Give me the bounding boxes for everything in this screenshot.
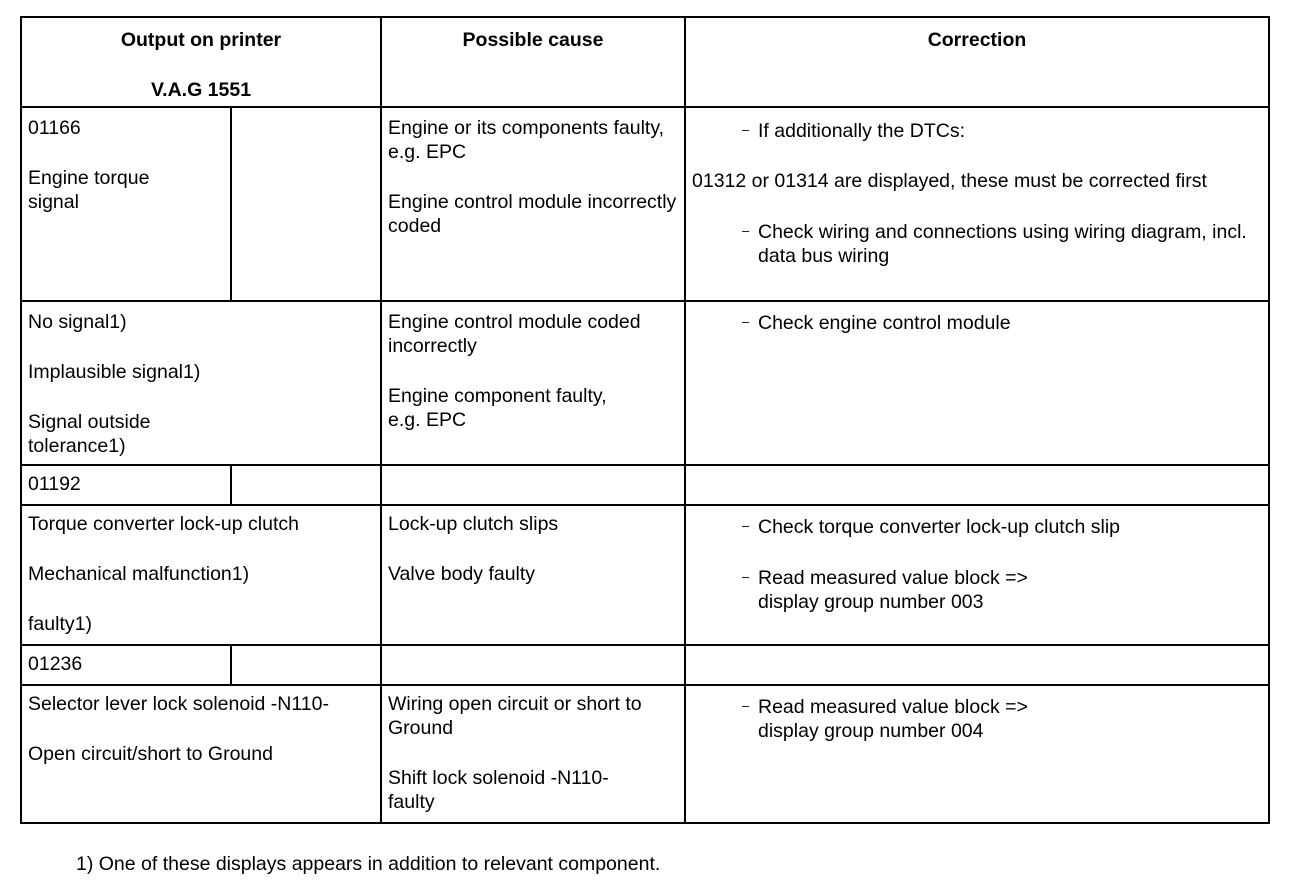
cause-text: Engine control module coded incorrectly <box>388 311 641 357</box>
table-row <box>21 301 1269 465</box>
fault-type: Implausible signal1) <box>28 361 201 383</box>
row3-empty <box>685 465 1269 505</box>
table-row <box>21 685 1269 823</box>
row1-cause <box>381 107 685 301</box>
cause-text: Engine component faulty, e.g. EPC <box>388 385 607 431</box>
footnote: 1) One of these displays appears in addition to relevant component. <box>76 853 661 875</box>
component-name: Torque converter lock-up clutch <box>28 513 299 535</box>
row2-output <box>21 301 381 465</box>
header-output <box>21 17 381 107</box>
cause-text: Wiring open circuit or short to Ground <box>388 693 642 739</box>
header-tester-name: V.A.G 1551 <box>150 79 252 101</box>
cause-text: Shift lock solenoid -N110- faulty <box>388 767 609 813</box>
table-row <box>21 645 1269 685</box>
row6-output <box>21 685 381 823</box>
correction-step: – Check engine control module <box>692 310 1262 335</box>
header-row <box>21 17 1269 107</box>
row2-correction <box>685 301 1269 465</box>
fault-type: No signal1) <box>28 311 127 333</box>
cause-text: Engine control module incorrectly coded <box>388 191 677 237</box>
fault-type: Mechanical malfunction1) <box>28 563 250 585</box>
row4-output <box>21 505 381 645</box>
fault-code: 01236 <box>21 645 231 685</box>
cause-text: Engine or its components faulty, e.g. EPC <box>388 117 665 163</box>
row5-empty <box>381 645 685 685</box>
table-row <box>21 107 1269 301</box>
fault-type: Signal outside tolerance1) <box>28 411 151 457</box>
correction-text: 01312 or 01314 are displayed, these must be corrected first <box>692 170 1207 192</box>
correction-step: – Check wiring and connections using wiring diagram, incl. data bus wiring <box>692 219 1262 268</box>
row6-correction <box>685 685 1269 823</box>
row6-cause <box>381 685 685 823</box>
table-row <box>21 465 1269 505</box>
header-cause: Possible cause <box>381 17 685 107</box>
correction-step: – Read measured value block => display group number 004 <box>692 694 1088 743</box>
fault-type: faulty1) <box>28 613 92 635</box>
row4-correction <box>685 505 1269 645</box>
header-output-title: Output on printer <box>120 29 282 51</box>
correction-step: – Check torque converter lock-up clutch slip <box>692 514 1262 539</box>
correction-step: – Read measured value block => display group number 003 <box>692 565 1088 614</box>
fault-type: Open circuit/short to Ground <box>28 743 273 765</box>
fault-code: 01166 <box>28 117 81 139</box>
cause-text: Valve body faulty <box>388 563 536 585</box>
fault-code-table <box>20 16 1270 824</box>
row1-empty <box>231 107 381 301</box>
row5-empty <box>685 645 1269 685</box>
row2-cause <box>381 301 685 465</box>
row1-correction <box>685 107 1269 301</box>
component-name: Selector lever lock solenoid -N110- <box>28 693 329 715</box>
fault-code: 01192 <box>21 465 231 505</box>
fault-description: signal <box>28 191 79 213</box>
row5-empty <box>231 645 381 685</box>
row3-empty <box>231 465 381 505</box>
correction-step: – If additionally the DTCs: <box>692 118 1262 143</box>
table-row <box>21 505 1269 645</box>
row1-output <box>21 107 231 301</box>
fault-description: Engine torque <box>28 167 150 189</box>
row4-cause <box>381 505 685 645</box>
row3-empty <box>381 465 685 505</box>
header-correction: Correction <box>685 17 1269 107</box>
cause-text: Lock-up clutch slips <box>388 513 559 535</box>
